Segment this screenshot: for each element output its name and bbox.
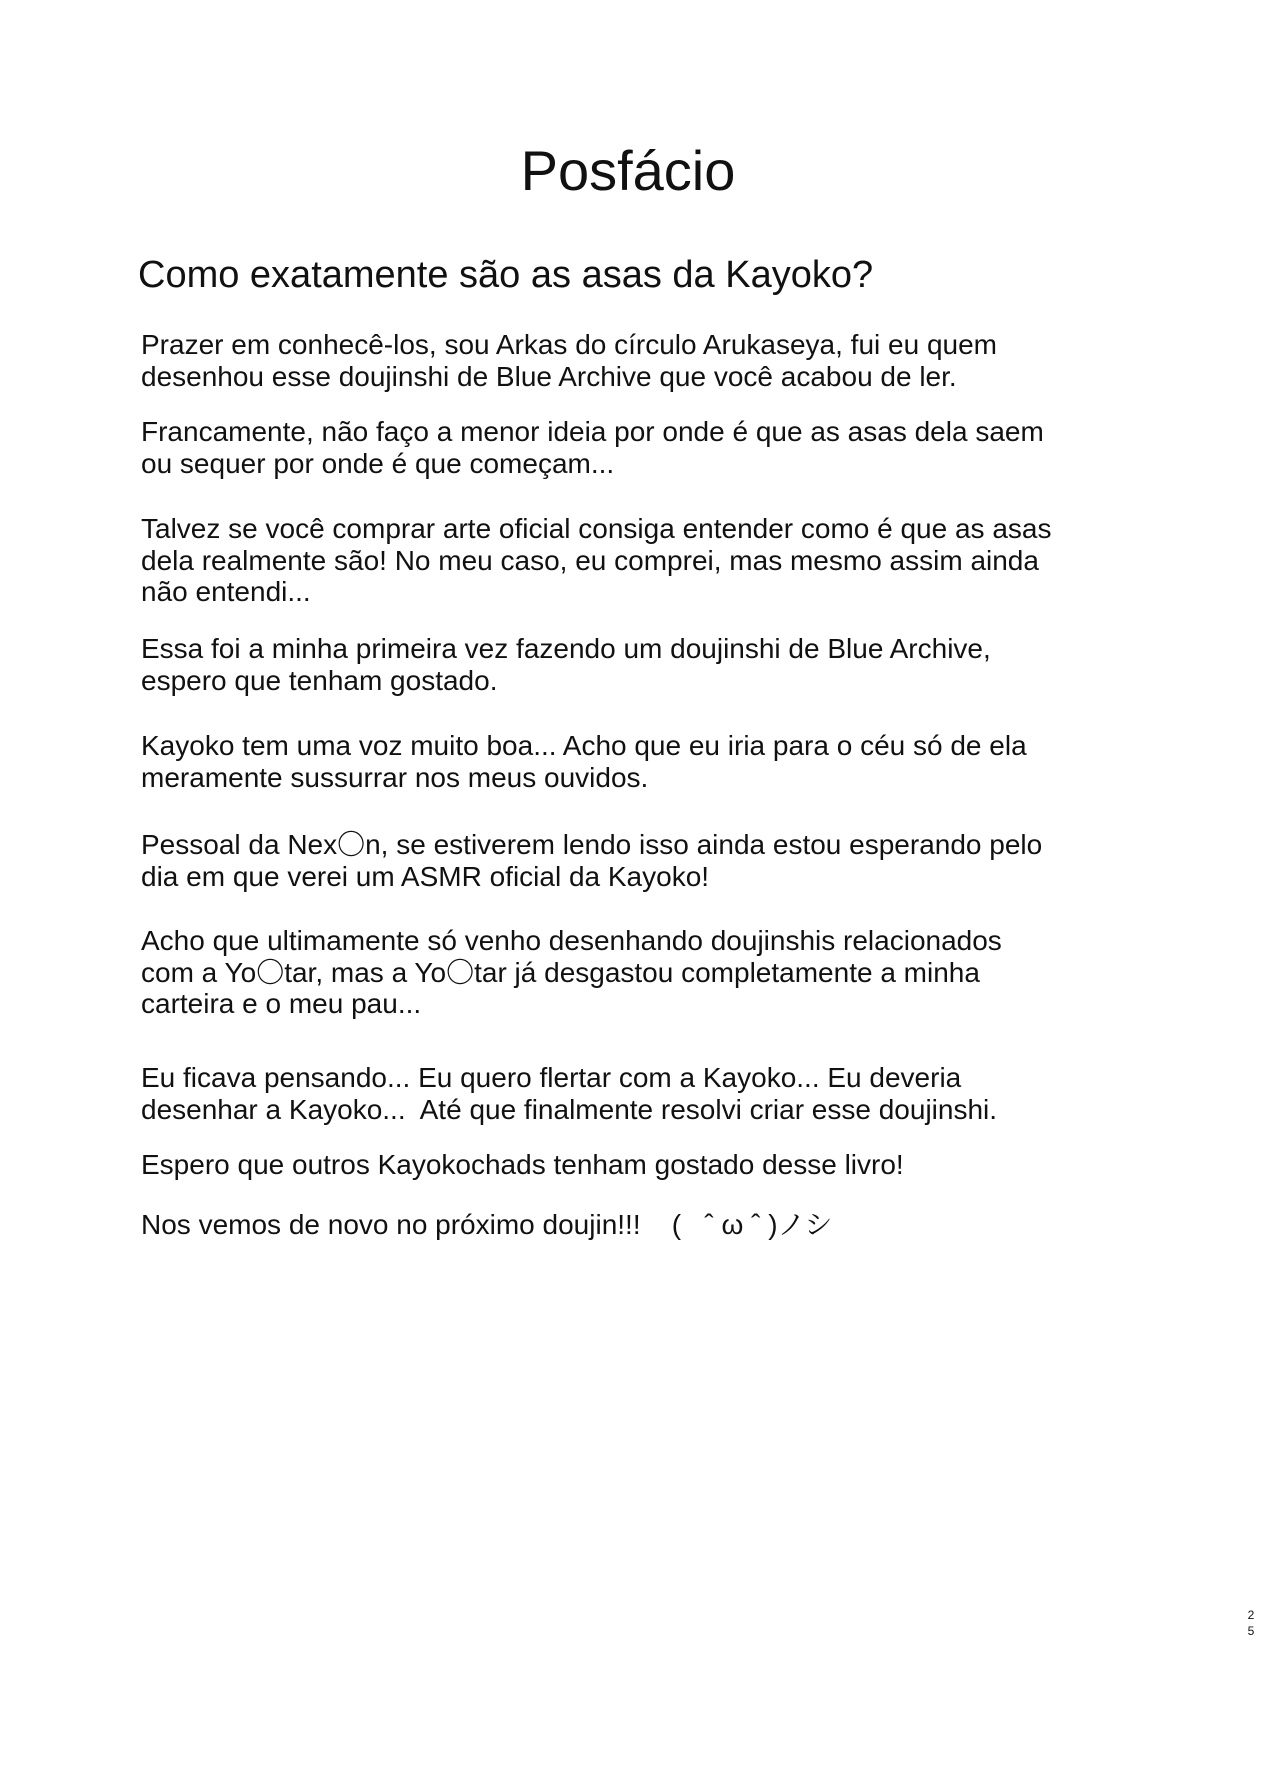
paragraph-line: Prazer em conhecê-los, sou Arkas do círculo Arukaseya, fui eu quem — [141, 329, 997, 360]
paragraph-line: com a Yo〇tar, mas a Yo〇tar já desgastou completamente a minha — [141, 956, 980, 988]
paragraph — [141, 1062, 997, 1125]
paragraph — [141, 1149, 904, 1181]
paragraph-line: espero que tenham gostado. — [141, 664, 498, 696]
paragraph-line: Francamente, não faço a menor ideia por onde é que as asas dela saem — [141, 416, 1044, 447]
paragraph — [141, 829, 1042, 892]
paragraph — [141, 329, 997, 392]
page-number-digit: 5 — [1247, 1624, 1255, 1638]
paragraph-line: Pessoal da Nex〇n, se estiverem lendo isso ainda estou esperando pelo — [141, 829, 1043, 860]
paragraph-line: Espero que outros Kayokochads tenham gostado desse livro! — [141, 1149, 904, 1180]
paragraph — [141, 925, 1002, 1020]
paragraph-line: Essa foi a minha primeira vez fazendo um doujinshi de Blue Archive, — [141, 633, 991, 664]
paragraph-line: carteira e o meu pau... — [141, 988, 422, 1019]
paragraph-line: desenhou esse doujinshi de Blue Archive que você acabou de ler. — [141, 360, 957, 392]
paragraph — [141, 1209, 832, 1241]
paragraph — [141, 416, 1044, 479]
paragraph — [141, 633, 991, 696]
paragraph-line: Eu ficava pensando... Eu quero flertar com a Kayoko... Eu deveria — [141, 1062, 962, 1093]
paragraph-line: Kayoko tem uma voz muito boa... Acho que eu iria para o céu só de ela — [141, 730, 1027, 761]
page-title: Posfácio — [520, 139, 736, 202]
section-heading: Como exatamente são as asas da Kayoko? — [138, 254, 874, 296]
paragraph-line: dela realmente são! No meu caso, eu comprei, mas mesmo assim ainda — [141, 544, 1039, 576]
paragraph-line: ou sequer por onde é que começam... — [141, 447, 615, 479]
paragraph-line: Talvez se você comprar arte oficial consiga entender como é que as asas — [141, 513, 1052, 544]
paragraph-line: desenhar a Kayoko... Até que finalmente resolvi criar esse doujinshi. — [141, 1093, 998, 1125]
paragraph-line: Acho que ultimamente só venho desenhando doujinshis relacionados — [141, 925, 1002, 956]
paragraph — [141, 513, 1051, 608]
paragraph-line: dia em que verei um ASMR oficial da Kayoko! — [141, 860, 710, 892]
paragraph — [141, 730, 1027, 793]
paragraph-line: meramente sussurrar nos meus ouvidos. — [141, 761, 649, 793]
paragraph-line: não entendi... — [141, 576, 311, 607]
page-number — [1246, 1607, 1256, 1639]
page-number-digit: 2 — [1247, 1608, 1255, 1622]
paragraph-line: Nos vemos de novo no próximo doujin!!! ( ˆ ω ˆ )ノシ — [141, 1209, 833, 1240]
